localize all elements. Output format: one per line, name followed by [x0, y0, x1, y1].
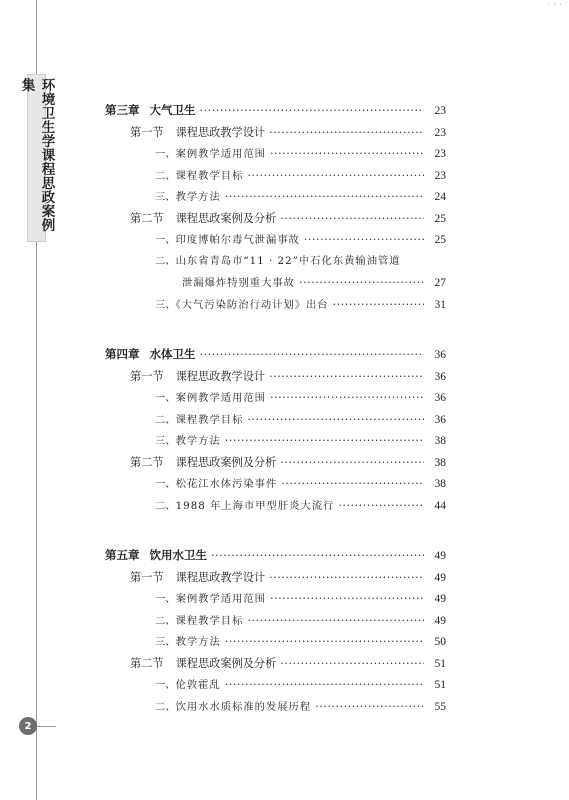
toc-entry-label	[155, 144, 266, 166]
toc-entry-title: 印度博帕尔毒气泄漏事故	[175, 234, 300, 246]
toc-entry-title: 《大气污染防治行动计划》出台	[175, 298, 329, 311]
toc-entry-number: 三、	[155, 191, 176, 203]
toc-page-number: 49	[434, 550, 446, 562]
dot-leader	[280, 452, 424, 474]
page-number-rule	[36, 726, 56, 727]
toc-entry[interactable]	[105, 588, 446, 610]
toc-entry-label	[105, 344, 196, 366]
book-title: 环境卫生学课程思政案例集	[18, 78, 55, 232]
toc-entry-label	[155, 675, 221, 697]
page-number-badge	[19, 717, 37, 735]
toc-entry-label	[105, 545, 207, 567]
toc-chapter	[105, 545, 446, 717]
toc-entry-title: 课程思政教学设计	[175, 570, 266, 584]
toc-entry-title: 松花江水体污染事件	[175, 478, 278, 490]
toc-entry[interactable]	[105, 567, 446, 589]
toc-entry-number: 一、	[155, 148, 176, 160]
toc-entry-title: 泄漏爆炸特别重大事故	[182, 277, 295, 289]
table-of-contents	[105, 100, 446, 746]
dot-leader	[225, 186, 424, 208]
toc-entry-title: 教学方法	[175, 636, 221, 648]
toc-entry[interactable]	[105, 122, 446, 144]
toc-entry-number: 第五章	[105, 548, 140, 562]
dot-leader	[269, 122, 424, 144]
toc-entry-label	[155, 632, 221, 654]
toc-entry-title: 教学方法	[175, 435, 221, 447]
dot-leader	[281, 473, 424, 495]
toc-page-number: 25	[434, 234, 446, 246]
dot-leader	[270, 387, 424, 409]
toc-entry-title: 课程教学目标	[175, 614, 244, 627]
toc-page-number: 49	[434, 614, 446, 627]
toc-page-number: 23	[434, 169, 446, 182]
toc-chapter	[105, 100, 446, 315]
toc-page-number: 49	[434, 571, 446, 584]
dot-leader	[280, 208, 424, 230]
toc-entry-label	[155, 388, 266, 410]
toc-page-number: 51	[434, 679, 446, 691]
toc-entry-number: 第二节	[130, 211, 164, 225]
toc-page-number: 36	[434, 413, 446, 426]
toc-entry-title: 案例教学适用范围	[175, 392, 266, 404]
dot-leader	[338, 495, 424, 517]
toc-entry[interactable]	[105, 452, 446, 474]
toc-entry-number: 第一节	[130, 570, 164, 584]
page-number: 2	[24, 720, 32, 732]
toc-entry[interactable]	[105, 696, 446, 718]
toc-entry-title: 饮用水水质标准的发展历程	[175, 700, 312, 713]
toc-page-number: 55	[434, 700, 446, 713]
toc-entry-label	[155, 295, 329, 317]
toc-entry-number: 一、	[155, 478, 176, 490]
toc-entry-label	[155, 166, 243, 188]
toc-entry-title: 课程教学目标	[175, 169, 244, 182]
toc-entry[interactable]	[105, 165, 446, 187]
toc-entry-number: 二、	[155, 700, 176, 713]
toc-page-number: 36	[434, 349, 446, 361]
toc-entry[interactable]	[105, 143, 446, 165]
toc-page-number: 23	[434, 105, 446, 117]
toc-entry-label	[130, 452, 276, 474]
toc-chapter	[105, 344, 446, 516]
dot-leader	[200, 100, 425, 122]
toc-entry-title: 课程思政案例及分析	[175, 211, 277, 225]
toc-entry-number: 一、	[155, 679, 176, 691]
toc-entry[interactable]	[105, 366, 446, 388]
toc-entry-title: 案例教学适用范围	[175, 593, 266, 605]
toc-entry-label	[155, 589, 266, 611]
toc-entry[interactable]	[105, 495, 446, 517]
toc-entry[interactable]	[105, 610, 446, 632]
toc-entry-label	[155, 431, 221, 453]
toc-page-number: 27	[434, 277, 446, 289]
toc-entry-title: 水体卫生	[149, 347, 196, 361]
dot-leader	[270, 143, 424, 165]
toc-entry-label	[155, 611, 243, 633]
toc-entry[interactable]	[105, 229, 446, 251]
dot-leader	[225, 674, 424, 696]
dot-leader	[304, 229, 424, 251]
toc-page-number: 51	[434, 657, 446, 670]
toc-entry-label	[155, 187, 221, 209]
toc-entry[interactable]	[105, 653, 446, 675]
toc-entry-label	[155, 496, 334, 518]
toc-entry[interactable]	[105, 409, 446, 431]
corner-mark: · · ·	[548, 2, 563, 9]
toc-entry-label	[130, 653, 276, 675]
toc-entry-title: 教学方法	[175, 191, 221, 203]
dot-leader	[269, 567, 424, 589]
toc-entry-label	[155, 410, 243, 432]
dot-leader	[247, 610, 424, 632]
toc-entry[interactable]	[105, 186, 446, 208]
toc-entry[interactable]	[105, 387, 446, 409]
toc-page-number: 25	[434, 212, 446, 225]
toc-entry-number: 一、	[155, 392, 176, 404]
toc-entry-title: 饮用水卫生	[149, 548, 207, 562]
toc-entry[interactable]	[105, 430, 446, 452]
toc-entry-number: 二、	[155, 169, 176, 182]
toc-entry[interactable]	[105, 344, 446, 366]
dot-leader	[225, 430, 424, 452]
toc-entry-label	[155, 474, 277, 496]
dot-leader	[247, 165, 424, 187]
toc-page-number: 31	[434, 298, 446, 311]
toc-entry-label	[130, 122, 265, 144]
toc-page-number: 44	[434, 499, 446, 512]
toc-entry[interactable]	[105, 631, 446, 653]
toc-entry[interactable]	[105, 100, 446, 122]
toc-entry-number: 二、	[155, 254, 176, 267]
toc-entry-number: 第四章	[105, 347, 140, 361]
toc-entry-label	[130, 567, 265, 589]
toc-page-number: 36	[434, 370, 446, 383]
toc-page-number: 23	[434, 148, 446, 160]
dot-leader	[280, 653, 424, 675]
toc-entry-label	[182, 273, 295, 295]
toc-page-number: 23	[434, 126, 446, 139]
toc-page-number: 49	[434, 593, 446, 605]
toc-entry-number: 第一节	[130, 369, 164, 383]
toc-page-number: 38	[434, 435, 446, 447]
dot-leader	[200, 344, 425, 366]
toc-entry-number: 一、	[155, 234, 176, 246]
toc-entry-label	[155, 230, 300, 252]
toc-entry-number: 三、	[155, 435, 176, 447]
toc-entry[interactable]	[105, 208, 446, 230]
toc-entry-number: 第二节	[130, 455, 164, 469]
toc-entry-number: 第一节	[130, 125, 164, 139]
toc-entry-number: 第三章	[105, 103, 140, 117]
toc-entry-number: 二、	[155, 413, 176, 426]
toc-entry[interactable]	[105, 674, 446, 696]
toc-page-number: 36	[434, 392, 446, 404]
dot-leader	[247, 409, 424, 431]
toc-entry-label	[155, 697, 311, 719]
dot-leader	[211, 545, 424, 567]
toc-entry-title: 课程思政教学设计	[175, 369, 266, 383]
dot-leader	[225, 631, 424, 653]
toc-entry-label	[105, 100, 196, 122]
toc-entry-label	[155, 251, 401, 273]
toc-entry-number: 二、	[155, 499, 176, 512]
toc-page-number: 38	[434, 478, 446, 490]
book-title-tab	[18, 74, 55, 242]
dot-leader	[315, 696, 424, 718]
toc-page-number: 24	[434, 191, 446, 203]
toc-entry-title: 山东省青岛市“11 · 22”中石化东黄输油管道	[175, 254, 401, 267]
dot-leader	[333, 294, 424, 316]
toc-entry[interactable]	[105, 545, 446, 567]
toc-entry[interactable]	[105, 294, 446, 316]
dot-leader	[269, 366, 424, 388]
toc-entry-title: 课程思政案例及分析	[175, 656, 277, 670]
toc-entry-title: 伦敦霍乱	[175, 679, 221, 691]
toc-page-number: 38	[434, 456, 446, 469]
toc-entry-label	[130, 208, 276, 230]
toc-entry-title: 1988 年上海市甲型肝炎大流行	[175, 499, 335, 512]
toc-entry-title: 大气卫生	[149, 103, 196, 117]
toc-entry-number: 一、	[155, 593, 176, 605]
toc-entry-label	[130, 366, 265, 388]
toc-entry-number: 第二节	[130, 656, 164, 670]
dot-leader	[299, 272, 424, 294]
toc-entry-number: 三、	[155, 298, 176, 311]
toc-entry-title: 课程教学目标	[175, 413, 244, 426]
toc-entry[interactable]	[105, 272, 446, 294]
toc-entry-title: 课程思政教学设计	[175, 125, 266, 139]
toc-entry-number: 三、	[155, 636, 176, 648]
toc-entry[interactable]	[105, 473, 446, 495]
toc-entry-title: 课程思政案例及分析	[175, 455, 277, 469]
dot-leader	[270, 588, 424, 610]
toc-entry-title: 案例教学适用范围	[175, 148, 266, 160]
toc-entry[interactable]	[105, 251, 446, 273]
toc-entry-number: 二、	[155, 614, 176, 627]
toc-page-number: 50	[434, 636, 446, 648]
